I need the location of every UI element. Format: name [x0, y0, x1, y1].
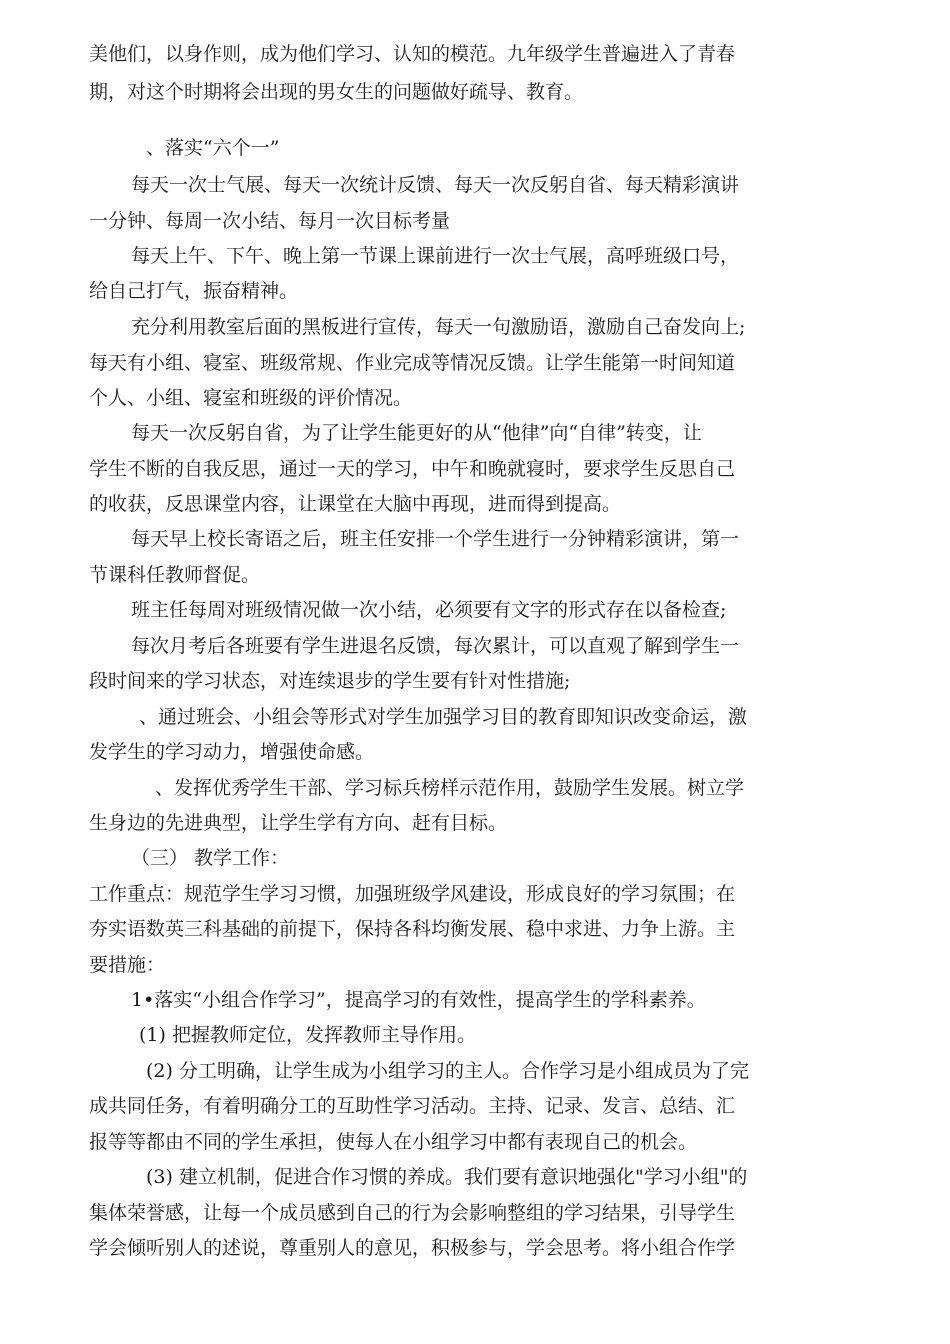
text-line: 、发挥优秀学生干部、学习标兵榜样示范作用，鼓励学生发展。树立学 — [155, 777, 745, 799]
text-line: 段时间来的学习状态，对连续退步的学生要有针对性措施; — [89, 670, 571, 692]
text-line: 每天有小组、寝室、班级常规、作业完成等情况反馈。让学生能第一时间知道 — [89, 352, 736, 374]
text-line: 学会倾听别人的述说，尊重别人的意见，积极参与，学会思考。将小组合作学 — [89, 1237, 736, 1259]
text-line: 每天上午、下午、晚上第一节课上课前进行一次士气展，高呼班级口号， — [131, 245, 740, 267]
text-line: 给自己打气，振奋精神。 — [89, 280, 299, 302]
text-line: 每天一次反躬自省，为了让学生能更好的从“他律”向“自律”转变，让 — [131, 422, 702, 444]
text-line: 节课科任教师督促。 — [89, 564, 261, 586]
text-line: 学生不断的自我反思，通过一天的学习，中午和晚就寝时，要求学生反思自己 — [89, 458, 736, 480]
text-line: 发学生的学习动力，增强使命感。 — [89, 741, 375, 763]
text-line: 一分钟、每周一次小结、每月一次目标考量 — [89, 210, 451, 232]
text-line: 每天早上校长寄语之后，班主任安排一个学生进行一分钟精彩演讲，第一 — [131, 528, 740, 550]
text-line: 个人、小组、寝室和班级的评价情况。 — [89, 387, 413, 409]
text-line: 的收获，反思课堂内容，让课堂在大脑中再现，进而得到提高。 — [89, 493, 622, 515]
text-line: 成共同任务，有着明确分工的互助性学习活动。主持、记录、发言、总结、汇 — [89, 1095, 736, 1117]
text-line: 工作重点：规范学生学习习惯，加强班级学风建设，形成良好的学习氛围；在 — [89, 883, 736, 905]
text-line: 期，对这个时期将会出现的男女生的问题做好疏导、教育。 — [89, 81, 584, 103]
text-line: 要措施： — [89, 954, 166, 976]
list-item: (2) 分工明确，让学生成为小组学习的主人。合作学习是小组成员为了完 — [146, 1060, 749, 1082]
text-line: 集体荣誉感，让每一个成员感到自己的行为会影响整组的学习结果，引导学生 — [89, 1202, 736, 1224]
list-item: (3) 建立机制，促进合作习惯的养成。我们要有意识地强化"学习小组"的 — [146, 1166, 748, 1188]
list-item: 1•落实“小组合作学习”，提高学习的有效性，提高学生的学科素养。 — [131, 989, 706, 1011]
text-line: 每次月考后各班要有学生进退名反馈，每次累计，可以直观了解到学生一 — [131, 635, 740, 657]
text-line: 班主任每周对班级情况做一次小结，必须要有文字的形式存在以备检查; — [131, 599, 727, 621]
text-line: 美他们，以身作则，成为他们学习、认知的模范。九年级学生普遍进入了青春 — [89, 43, 736, 65]
text-line: 夯实语数英三科基础的前提下，保持各科均衡发展、稳中求进、力争上游。主 — [89, 918, 736, 940]
text-line: 报等等都由不同的学生承担，使每人在小组学习中都有表现自己的机会。 — [89, 1131, 698, 1153]
text-line: 充分利用教室后面的黑板进行宣传，每天一句激励语，激励自己奋发向上; — [131, 316, 746, 338]
text-line: 、通过班会、小组会等形式对学生加强学习目的教育即知识改变命运，激 — [139, 706, 748, 728]
section-heading: （三） 教学工作： — [131, 847, 290, 869]
list-item: (1) 把握教师定位，发挥教师主导作用。 — [139, 1024, 476, 1046]
text-line: 生身边的先进典型，让学生学有方向、赶有目标。 — [89, 812, 508, 834]
section-heading: 、落实“六个一” — [146, 137, 280, 159]
text-line: 每天一次士气展、每天一次统计反馈、每天一次反躬自省、每天精彩演讲 — [131, 174, 740, 196]
